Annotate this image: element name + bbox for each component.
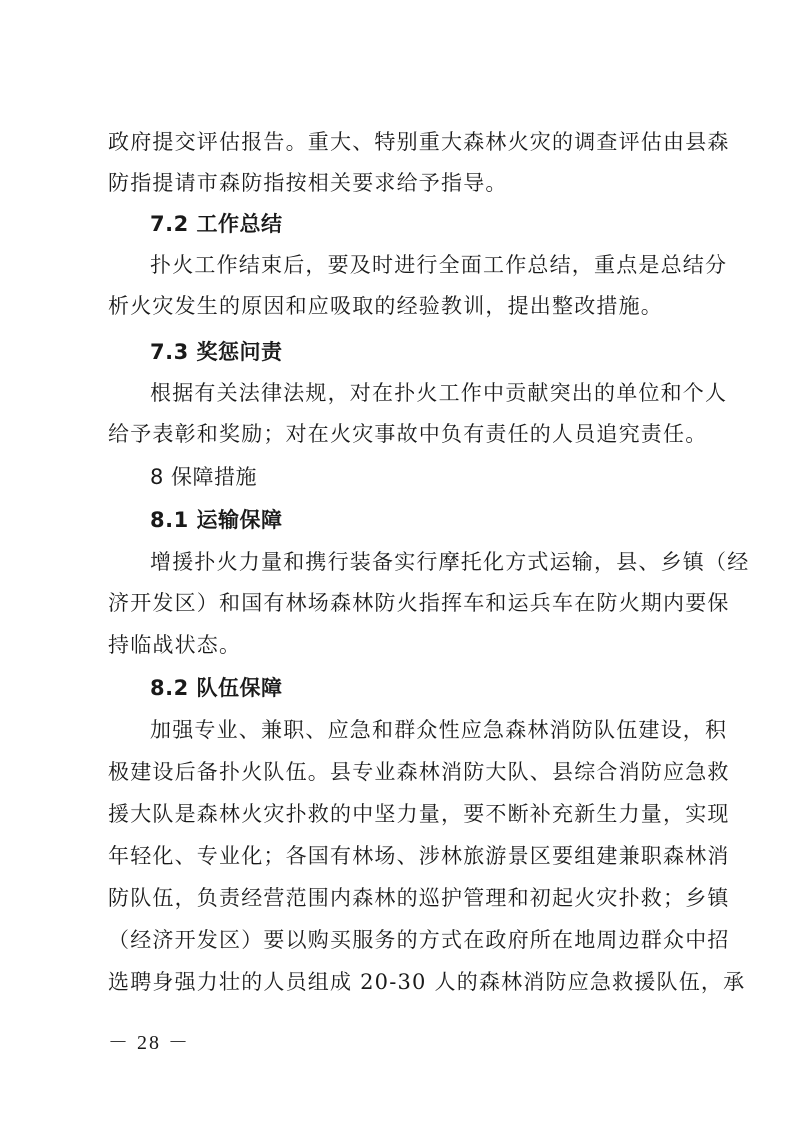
- body-text-line: 根据有关法律法规，对在扑火工作中贡献突出的单位和个人: [150, 381, 728, 405]
- body-text-line: 加强专业、兼职、应急和群众性应急森林消防队伍建设，积: [150, 718, 728, 742]
- body-text-line: 选聘身强力壮的人员组成 20-30 人的森林消防应急救援队伍，承: [108, 970, 746, 994]
- body-text-line: 析火灾发生的原因和应吸取的经验教训，提出整改措施。: [108, 294, 663, 318]
- body-text-line: 扑火工作结束后，要及时进行全面工作总结，重点是总结分: [150, 253, 728, 277]
- body-text-line: 年轻化、专业化；各国有林场、涉林旅游景区要组建兼职森林消: [108, 844, 730, 868]
- body-text-line: 援大队是森林火灾扑救的中坚力量，要不断补充新生力量，实现: [108, 802, 730, 826]
- body-text-line: 政府提交评估报告。重大、特别重大森林火灾的调查评估由县森: [108, 130, 730, 154]
- body-text-line: 极建设后备扑火队伍。县专业森林消防大队、县综合消防应急救: [108, 760, 730, 784]
- page-number: － 28 －: [108, 1032, 190, 1054]
- section-heading-7-3: 7.3 奖惩问责: [150, 340, 283, 364]
- body-text-line: 防指提请市森防指按相关要求给予指导。: [108, 171, 508, 195]
- body-text-line: 持临战状态。: [108, 633, 242, 657]
- body-text-line: 济开发区）和国有林场森林防火指挥车和运兵车在防火期内要保: [108, 591, 730, 615]
- section-heading-8-1: 8.1 运输保障: [150, 508, 283, 532]
- body-text-line: 增援扑火力量和携行装备实行摩托化方式运输，县、乡镇（经: [150, 550, 750, 574]
- body-text-line: （经济开发区）要以购买服务的方式在政府所在地周边群众中招: [108, 928, 730, 952]
- section-heading-7-2: 7.2 工作总结: [150, 212, 283, 236]
- body-text-line: 防队伍，负责经营范围内森林的巡护管理和初起火灾扑救；乡镇: [108, 886, 730, 910]
- chapter-heading-8: 8 保障措施: [150, 465, 258, 489]
- body-text-line: 给予表彰和奖励；对在火灾事故中负有责任的人员追究责任。: [108, 422, 708, 446]
- section-heading-8-2: 8.2 队伍保障: [150, 676, 283, 700]
